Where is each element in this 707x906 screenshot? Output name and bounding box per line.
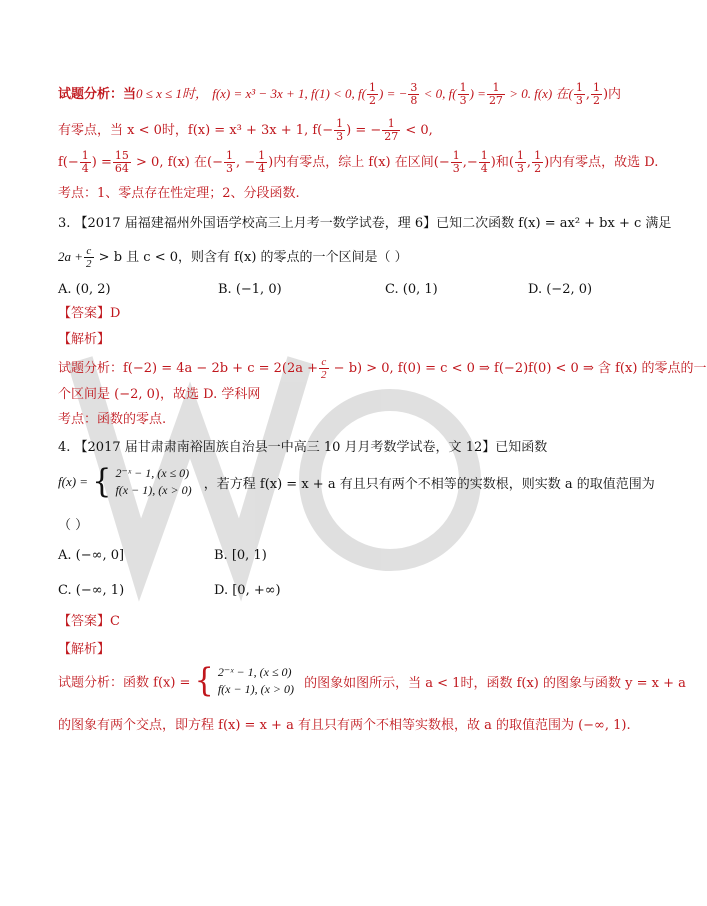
p1-kaodian: 考点：1、零点存在性定理；2、分段函数. — [58, 186, 300, 201]
q4-option-b: B. [0, 1) — [214, 548, 267, 563]
q3-head: 3. 【2017 届福建福州外国语学校高三上月考一数学试卷，理 6】已知二次函数 f(x) = ax² + bx + c 满足 — [58, 216, 672, 231]
q4-head: 4. 【2017 届甘肃肃南裕固族自治县一中高三 10 月月考数学试卷，文 12】已知函数 — [58, 440, 548, 455]
q4-jiexi: 【解析】 — [58, 642, 111, 657]
q3-jiexi: 【解析】 — [58, 332, 111, 347]
q3-analysis-line1: 试题分析：f(−2) = 4a − 2b + c = 2(2a + $\frac{c}{2}$ − b) > 0, f(0) = c < 0 ⇒ f(−2)f(0) < 0 ⇒ 含 f(x) 的零点的一 — [58, 356, 707, 381]
q3-condition: 2a + $\frac{c}{2}$ > b 且 c < 0，则含有 f(x) 的零点的一个区间是（ ） — [58, 245, 408, 270]
q4-answer: 【答案】C — [58, 614, 120, 629]
p1-line1: 试题分析：当0 ≤ x ≤ 1时， f(x) = x³ − 3x + 1, f(1) < 0, f( $\frac{1}{2}$ ) = − $\frac{3}{8}$ < 0, f( $\frac{1}{3}$ ) = $\frac{1}{27}$ > 0. f(x) 在( $\frac{1}{3}$ , $\frac{1}{2}$ )内 — [58, 81, 622, 107]
q4-analysis-line1: 试题分析：函数 f(x) = { 2⁻ˣ − 1, (x ≤ 0) f(x − 1), (x > 0) 的图象如图所示，当 a < 1时，函数 f(x) 的图象与函数 y = x + a — [58, 661, 686, 700]
q3-option-c: C. (0, 1) — [385, 282, 438, 297]
q4-option-d: D. [0, +∞) — [214, 583, 281, 598]
q3-kaodian: 考点：函数的零点. — [58, 412, 167, 427]
p1-line3: f(− $\frac{1}{4}$ ) = $\frac{15}{64}$ > 0, f(x) 在(− $\frac{1}{3}$ , − $\frac{1}{4}$ )内有零点，综上 f(x) 在区间(− $\frac{1}{3}$ ,− $\frac{1}{4}$ )和( $\frac{1}{3}$ , $\frac{1}{2}$ )内有零点，故选 D. — [58, 149, 659, 175]
q4-option-c: C. (−∞, 1) — [58, 583, 125, 598]
q3-option-d: D. (−2, 0) — [528, 282, 593, 297]
q3-option-b: B. (−1, 0) — [218, 282, 282, 297]
q3-answer: 【答案】D — [58, 306, 121, 321]
q4-option-a: A. (−∞, 0] — [58, 548, 125, 563]
q4-function-def: f(x) = { 2⁻ˣ − 1, (x ≤ 0) f(x − 1), (x > 0) ，若方程 f(x) = x + a 有且只有两个不相等的实数根，则实数 a 的取值范围为 — [58, 462, 655, 501]
q3-option-a: A. (0, 2) — [58, 282, 111, 297]
p1-line2: 有零点，当 x < 0时，f(x) = x³ + 3x + 1, f(− $\frac{1}{3}$ ) = − $\frac{1}{27}$ < 0, — [58, 117, 433, 143]
q3-analysis-line2: 个区间是 (−2, 0)，故选 D. 学科网 — [58, 387, 261, 402]
q4-analysis-line2: 的图象有两个交点，即方程 f(x) = x + a 有且只有两个不相等实数根，故 a 的取值范围为 (−∞, 1). — [58, 718, 631, 733]
q4-paren: （ ） — [58, 518, 89, 533]
